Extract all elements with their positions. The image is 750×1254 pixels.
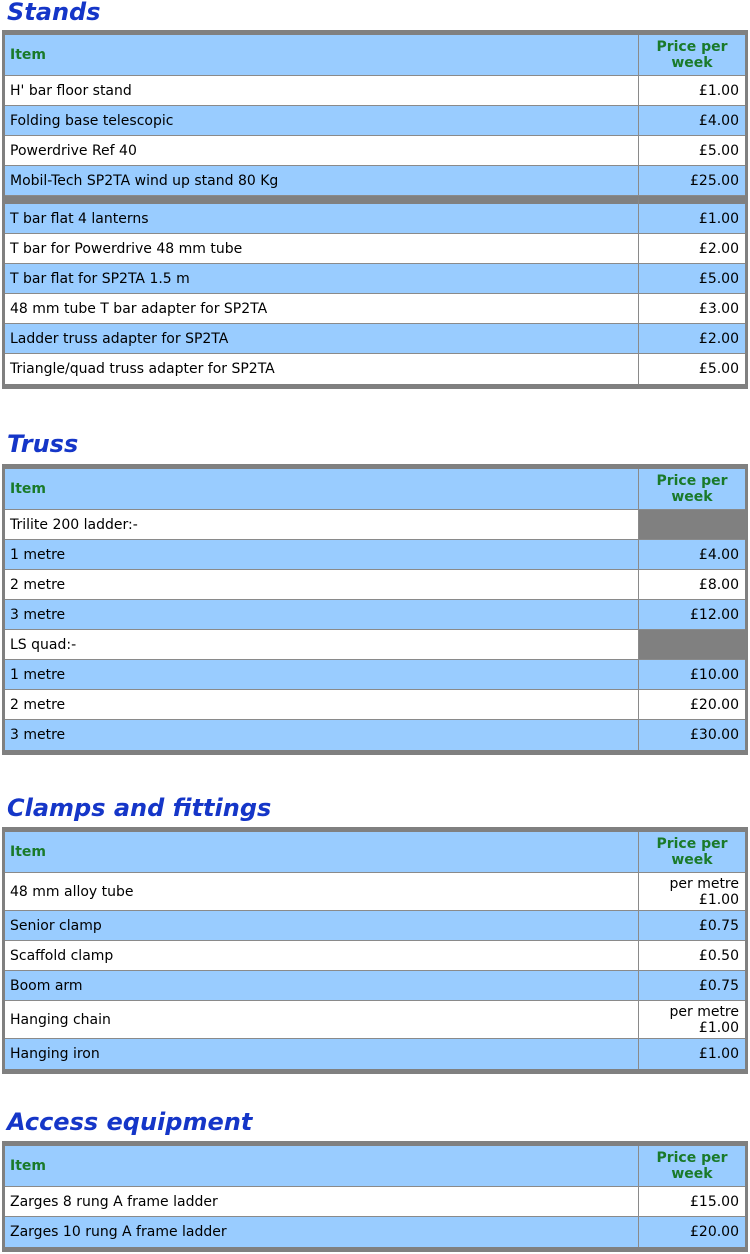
price-cell: £5.00 [639, 136, 745, 166]
price-cell: £1.00 [639, 1039, 745, 1069]
table-header-row [5, 469, 745, 510]
price-cell: £15.00 [639, 1187, 745, 1217]
item-cell: Triangle/quad truss adapter for SP2TA [5, 354, 639, 384]
table-row [5, 873, 745, 911]
price-value: £1.00 [698, 1019, 739, 1036]
table-row [5, 941, 745, 971]
item-cell: Powerdrive Ref 40 [5, 136, 639, 166]
table-header-row [5, 35, 745, 76]
item-cell: 1 metre [5, 540, 639, 570]
table-row [5, 196, 745, 234]
table-row [5, 971, 745, 1001]
item-cell: Mobil-Tech SP2TA wind up stand 80 Kg [5, 166, 639, 196]
table-header-row [5, 1146, 745, 1187]
section-title-truss: Truss [7, 430, 79, 458]
table-row [5, 1001, 745, 1039]
price-cell: £30.00 [639, 720, 745, 750]
price-column-header: Price per week [639, 469, 745, 510]
item-cell: Hanging iron [5, 1039, 639, 1069]
price-column-header: Price per week [639, 1146, 745, 1187]
price-value: £1.00 [698, 891, 739, 908]
table-row [5, 720, 745, 750]
price-cell: £12.00 [639, 600, 745, 630]
item-cell: Senior clamp [5, 911, 639, 941]
table-row [5, 510, 745, 540]
item-cell: Ladder truss adapter for SP2TA [5, 324, 639, 354]
table-row [5, 1039, 745, 1069]
table-header-row [5, 832, 745, 873]
price-cell: £4.00 [639, 540, 745, 570]
item-cell: T bar flat for SP2TA 1.5 m [5, 264, 639, 294]
price-cell: £4.00 [639, 106, 745, 136]
item-cell: T bar flat 4 lanterns [5, 196, 639, 234]
table-row [5, 166, 745, 196]
item-cell: 3 metre [5, 600, 639, 630]
item-cell: 48 mm tube T bar adapter for SP2TA [5, 294, 639, 324]
price-cell: £2.00 [639, 324, 745, 354]
table-row [5, 911, 745, 941]
item-cell: Zarges 10 rung A frame ladder [5, 1217, 639, 1247]
price-cell: £10.00 [639, 660, 745, 690]
item-column-header: Item [5, 35, 639, 76]
price-cell: £1.00 [639, 196, 745, 234]
item-cell: LS quad:- [5, 630, 639, 660]
price-cell: £25.00 [639, 166, 745, 196]
table-row [5, 264, 745, 294]
stands-table [2, 30, 748, 389]
price-cell [639, 873, 745, 911]
item-cell: 3 metre [5, 720, 639, 750]
table-row [5, 1187, 745, 1217]
table-row [5, 76, 745, 106]
price-cell: £2.00 [639, 234, 745, 264]
item-cell: 2 metre [5, 690, 639, 720]
price-cell [639, 510, 745, 540]
item-column-header: Item [5, 832, 639, 873]
price-cell: £0.75 [639, 911, 745, 941]
table-row [5, 294, 745, 324]
price-cell: £8.00 [639, 570, 745, 600]
price-cell: £3.00 [639, 294, 745, 324]
table-row [5, 106, 745, 136]
truss-table [2, 464, 748, 755]
section-title-clamps: Clamps and fittings [7, 794, 272, 822]
table-row [5, 630, 745, 660]
price-cell: £5.00 [639, 264, 745, 294]
table-row [5, 690, 745, 720]
table-row [5, 1217, 745, 1247]
item-cell: T bar for Powerdrive 48 mm tube [5, 234, 639, 264]
price-cell: £20.00 [639, 690, 745, 720]
table-row [5, 354, 745, 384]
section-title-access: Access equipment [7, 1108, 253, 1136]
table-row [5, 600, 745, 630]
item-cell: 48 mm alloy tube [5, 873, 639, 911]
item-column-header: Item [5, 469, 639, 510]
price-unit-note: per metre [669, 875, 739, 892]
price-column-header: Price per week [639, 35, 745, 76]
price-cell: £0.75 [639, 971, 745, 1001]
price-unit-note: per metre [669, 1003, 739, 1020]
table-row [5, 540, 745, 570]
item-cell: H' bar floor stand [5, 76, 639, 106]
price-cell: £20.00 [639, 1217, 745, 1247]
item-cell: Folding base telescopic [5, 106, 639, 136]
table-row [5, 136, 745, 166]
price-cell: £5.00 [639, 354, 745, 384]
item-cell: Boom arm [5, 971, 639, 1001]
item-cell: 1 metre [5, 660, 639, 690]
item-column-header: Item [5, 1146, 639, 1187]
price-column-header: Price per week [639, 832, 745, 873]
table-row [5, 234, 745, 264]
price-cell [639, 630, 745, 660]
price-cell: £0.50 [639, 941, 745, 971]
section-title-stands: Stands [7, 0, 101, 26]
table-row [5, 324, 745, 354]
table-row [5, 660, 745, 690]
item-cell: Scaffold clamp [5, 941, 639, 971]
price-cell [639, 1001, 745, 1039]
table-row [5, 570, 745, 600]
price-cell: £1.00 [639, 76, 745, 106]
clamps-table [2, 827, 748, 1074]
item-cell: Hanging chain [5, 1001, 639, 1039]
item-cell: 2 metre [5, 570, 639, 600]
item-cell: Trilite 200 ladder:- [5, 510, 639, 540]
item-cell: Zarges 8 rung A frame ladder [5, 1187, 639, 1217]
access-table [2, 1141, 748, 1252]
